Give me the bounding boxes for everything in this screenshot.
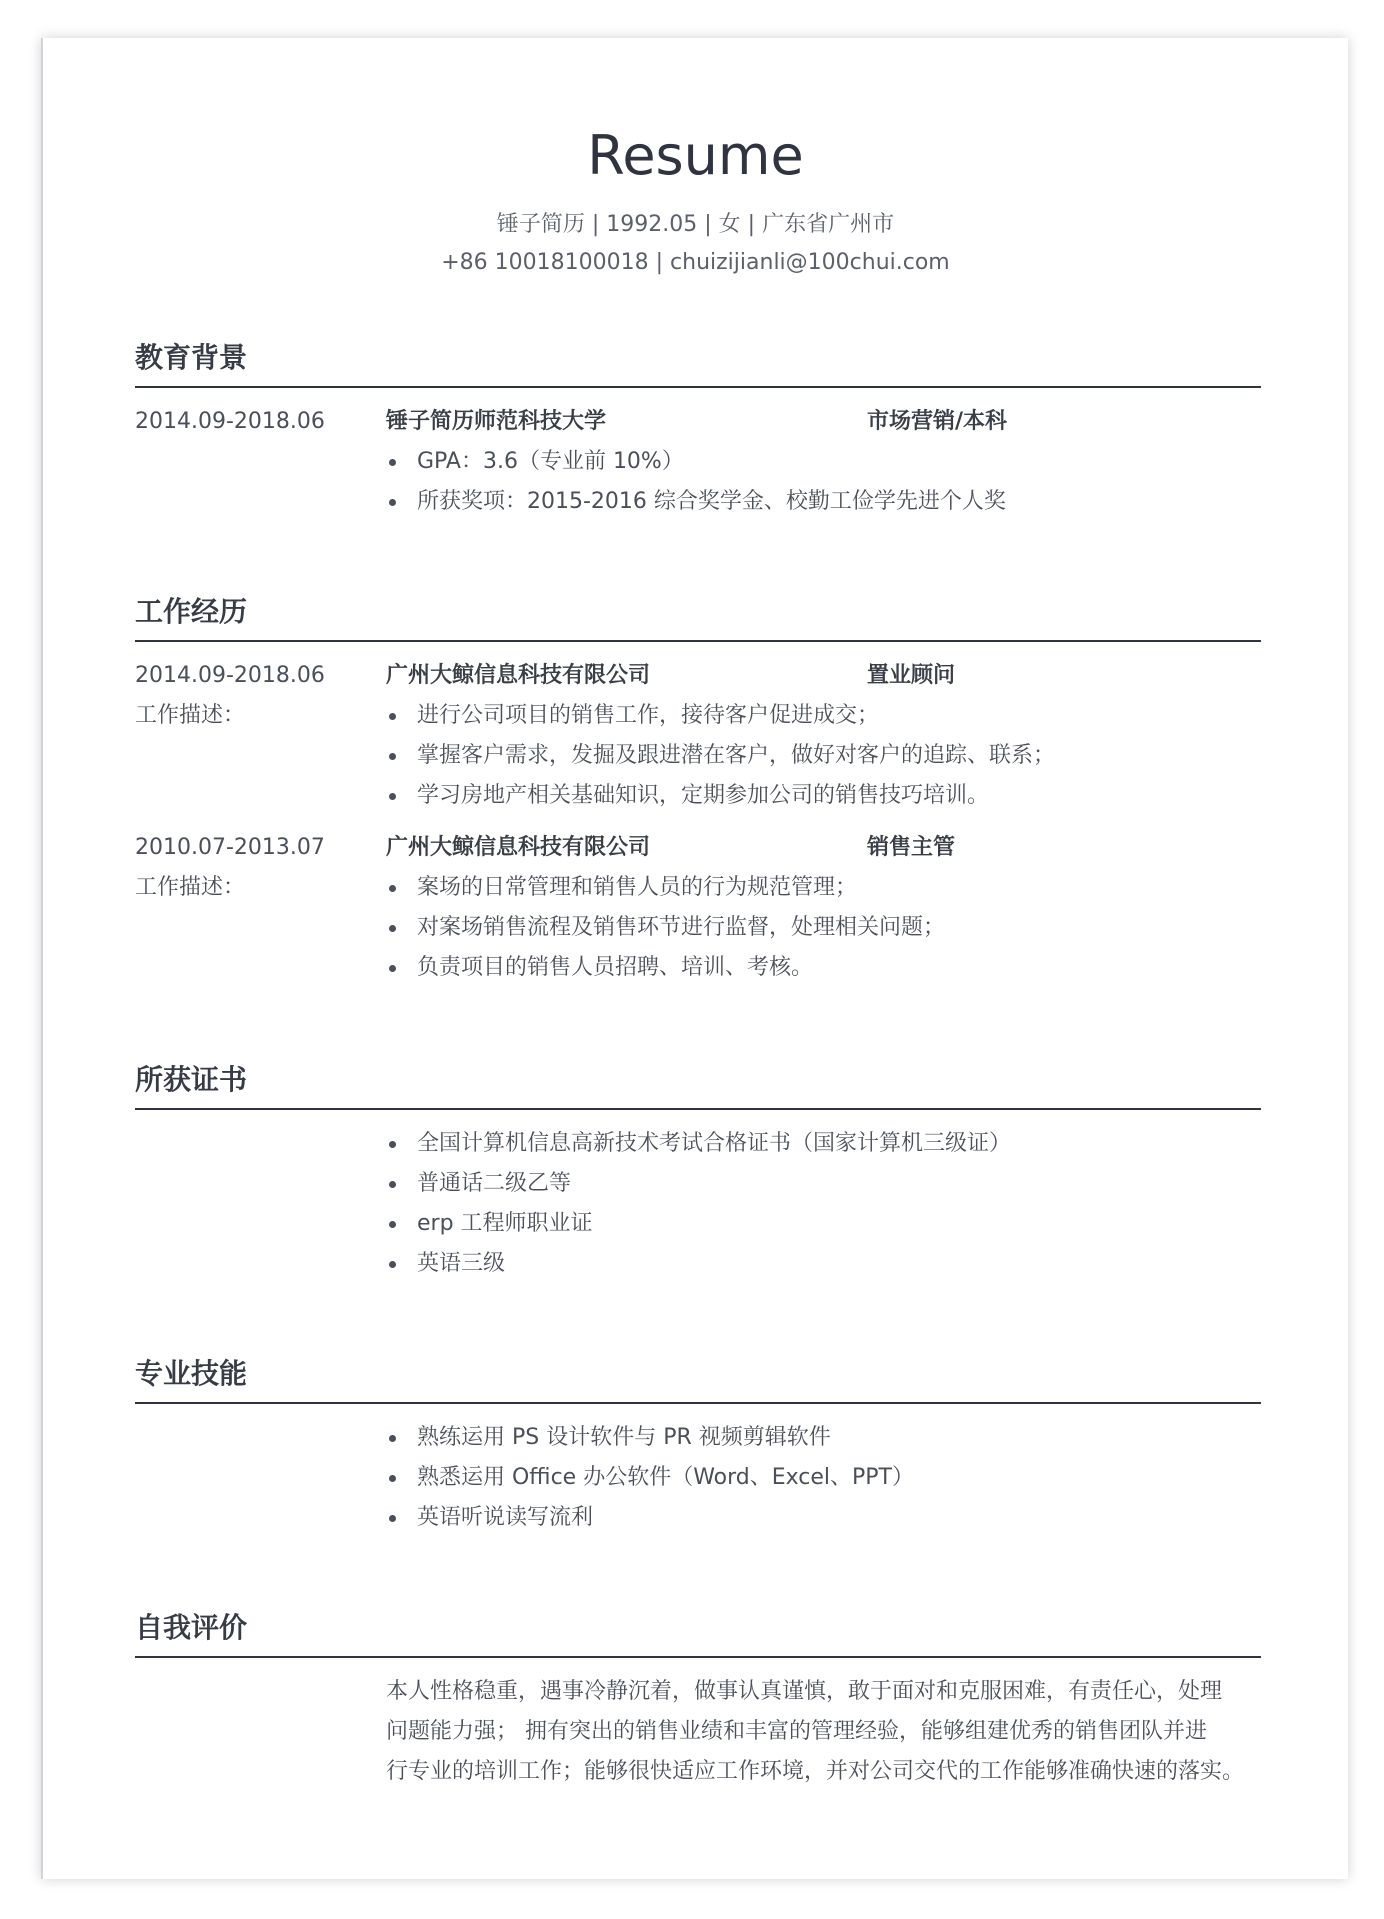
entry-date: 2014.09-2018.06 — [135, 663, 325, 688]
education-entry — [135, 402, 1261, 522]
paragraph-line: 本人性格稳重，遇事冷静沉着，做事认真谨慎，敢于面对和克服困难，有责任心，处理 — [386, 1679, 1223, 1704]
list-item: 进行公司项目的销售工作，接待客户促进成交； — [386, 696, 1261, 736]
bullet-list — [386, 1418, 1261, 1538]
list-item: 英语三级 — [386, 1244, 1261, 1284]
contact-info: +86 10018100018 | chuizijianli@100chui.com — [441, 250, 950, 275]
list-item: 案场的日常管理和销售人员的行为规范管理； — [386, 868, 1261, 908]
self-evaluation-section — [135, 1608, 1261, 1792]
entry-right-column — [386, 828, 1261, 988]
section-title-work: 工作经历 — [135, 592, 1261, 642]
company-name: 广州大鲸信息科技有限公司 — [386, 835, 651, 860]
personal-info: 锤子简历 | 1992.05 | 女 | 广东省广州市 — [496, 212, 895, 237]
list-item: 所获奖项：2015-2016 综合奖学金、校勤工俭学先进个人奖 — [386, 482, 1261, 522]
resume-header — [43, 120, 1348, 282]
entry-right-column — [386, 402, 1261, 522]
bullet-list — [386, 442, 1261, 522]
work-entry — [135, 828, 1261, 988]
list-item: 英语听说读写流利 — [386, 1498, 1261, 1538]
list-item: 学习房地产相关基础知识，定期参加公司的销售技巧培训。 — [386, 776, 1261, 816]
section-title-skills: 专业技能 — [135, 1354, 1261, 1404]
list-item: GPA：3.6（专业前 10%） — [386, 442, 1261, 482]
entry-desc-label: 工作描述： — [135, 875, 246, 900]
school-name: 锤子简历师范科技大学 — [386, 409, 607, 434]
paragraph-line: 行专业的培训工作；能够很快适应工作环境，并对公司交代的工作能够准确快速的落实。 — [386, 1759, 1245, 1784]
list-item: 掌握客户需求，发掘及跟进潜在客户，做好对客户的追踪、联系； — [386, 736, 1261, 776]
bullet-list — [386, 696, 1261, 816]
list-item: 熟悉运用 Office 办公软件（Word、Excel、PPT） — [386, 1458, 1261, 1498]
entry-left-column — [135, 828, 375, 908]
skills-section — [135, 1354, 1261, 1538]
certificates-section — [135, 1060, 1261, 1284]
section-title-education: 教育背景 — [135, 338, 1261, 388]
resume-title: Resume — [587, 124, 804, 187]
paragraph-line: 问题能力强； 拥有突出的销售业绩和丰富的管理经验，能够组建优秀的销售团队并进 — [386, 1719, 1207, 1744]
list-item: erp 工程师职业证 — [386, 1204, 1261, 1244]
job-role: 置业顾问 — [867, 663, 956, 688]
work-section — [135, 592, 1261, 988]
job-role: 销售主管 — [867, 835, 956, 860]
list-item: 熟练运用 PS 设计软件与 PR 视频剪辑软件 — [386, 1418, 1261, 1458]
list-item: 负责项目的销售人员招聘、培训、考核。 — [386, 948, 1261, 988]
section-title-certificates: 所获证书 — [135, 1060, 1261, 1110]
section-title-self-evaluation: 自我评价 — [135, 1608, 1261, 1658]
self-evaluation-text — [386, 1672, 1261, 1792]
entry-left-column — [135, 402, 375, 442]
list-item: 全国计算机信息高新技术考试合格证书（国家计算机三级证） — [386, 1124, 1261, 1164]
entry-date: 2014.09-2018.06 — [135, 409, 325, 434]
entry-desc-label: 工作描述： — [135, 703, 246, 728]
entry-left-column — [135, 656, 375, 736]
major-degree: 市场营销/本科 — [867, 409, 1008, 434]
company-name: 广州大鲸信息科技有限公司 — [386, 663, 651, 688]
entry-right-column — [386, 656, 1261, 816]
bullet-list — [386, 1124, 1261, 1284]
bullet-list — [386, 868, 1261, 988]
entry-date: 2010.07-2013.07 — [135, 835, 325, 860]
list-item: 对案场销售流程及销售环节进行监督，处理相关问题； — [386, 908, 1261, 948]
list-item: 普通话二级乙等 — [386, 1164, 1261, 1204]
resume-page — [41, 38, 1348, 1879]
work-entry — [135, 656, 1261, 816]
education-section — [135, 338, 1261, 522]
